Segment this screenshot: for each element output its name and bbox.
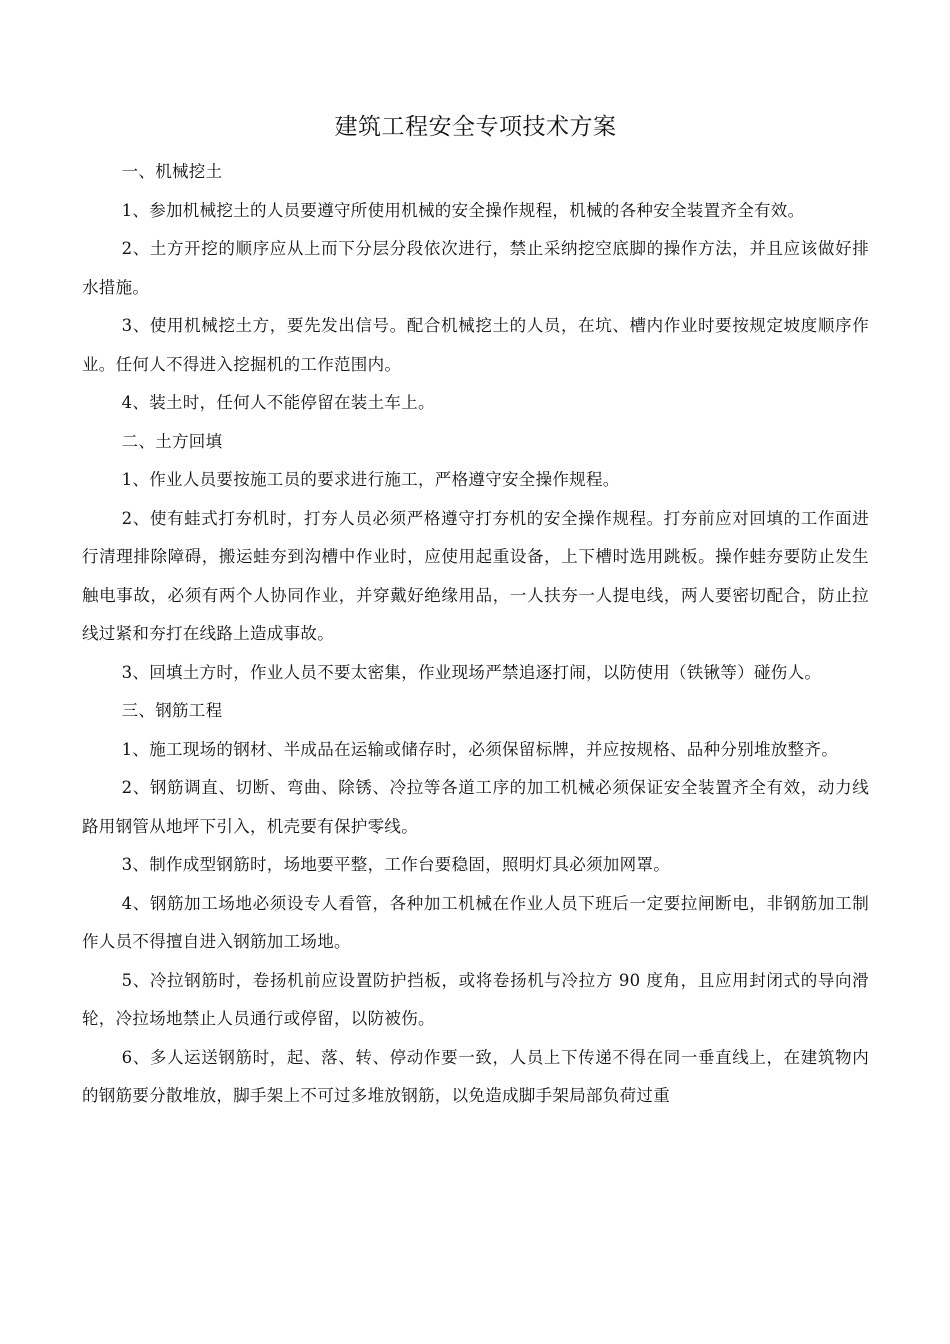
section-heading: 三、钢筋工程 (121, 701, 223, 720)
paragraph: 3、回填土方时，作业人员不要太密集，作业现场严禁追逐打闹，以防使用（铁锹等）碰伤人。 (121, 662, 822, 682)
paragraph: 2、土方开挖的顺序应从上而下分层分段依次进行，禁止采纳挖空底脚的操作方法，并且应该做好排水措施。 (82, 239, 869, 297)
paragraph: 4、装土时，任何人不能停留在装土车上。 (121, 393, 435, 412)
document-title: 建筑工程安全专项技术方案 (334, 114, 617, 140)
section-mechanical-excavation (82, 153, 869, 423)
paragraph: 3、制作成型钢筋时，场地要平整，工作台要稳固，照明灯具必须加网罩。 (121, 855, 670, 874)
section-rebar-works (82, 692, 869, 1116)
paragraph: 5、冷拉钢筋时，卷扬机前应设置防护挡板，或将卷扬机与冷拉方 90 度角，且应用封闭式的导向滑轮，冷拉场地禁止人员通行或停留，以防被伤。 (82, 970, 869, 1028)
paragraph: 1、作业人员要按施工员的要求进行施工，严格遵守安全操作规程。 (121, 470, 620, 489)
paragraph: 4、钢筋加工场地必须设专人看管，各种加工机械在作业人员下班后一定要拉闸断电，非钢筋加工制作人员不得擅自进入钢筋加工场地。 (82, 893, 869, 951)
section-earth-backfill (82, 423, 869, 693)
paragraph: 2、钢筋调直、切断、弯曲、除锈、冷拉等各道工序的加工机械必须保证安全装置齐全有效，动力线路用钢管从地坪下引入，机壳要有保护零线。 (82, 778, 869, 836)
document-page (82, 108, 869, 1116)
section-heading: 一、机械挖土 (121, 162, 223, 181)
paragraph: 2、使有蛙式打夯机时，打夯人员必须严格遵守打夯机的安全操作规程。打夯前应对回填的工作面进行清理排除障碍，搬运蛙夯到沟槽中作业时，应使用起重设备，上下槽时选用跳板。操作蛙夯要防止发生触电事故，必须有两个人协同作业，并穿戴好绝缘用品，一人扶夯一人提电线，两人要密切配合，防止拉线过紧和夯打在线路上造成事故。 (82, 508, 869, 643)
paragraph: 1、参加机械挖土的人员要遵守所使用机械的安全操作规程，机械的各种安全装置齐全有效。 (121, 200, 805, 220)
paragraph: 6、多人运送钢筋时，起、落、转、停动作要一致，人员上下传递不得在同一垂直线上，在建筑物内的钢筋要分散堆放，脚手架上不可过多堆放钢筋，以免造成脚手架局部负荷过重 (82, 1047, 869, 1105)
paragraph: 3、使用机械挖土方，要先发出信号。配合机械挖土的人员，在坑、槽内作业时要按规定坡度顺序作业。任何人不得进入挖掘机的工作范围内。 (82, 316, 869, 374)
paragraph: 1、施工现场的钢材、半成品在运输或储存时，必须保留标牌，并应按规格、品种分别堆放整齐。 (121, 739, 838, 759)
section-heading: 二、土方回填 (121, 431, 223, 451)
